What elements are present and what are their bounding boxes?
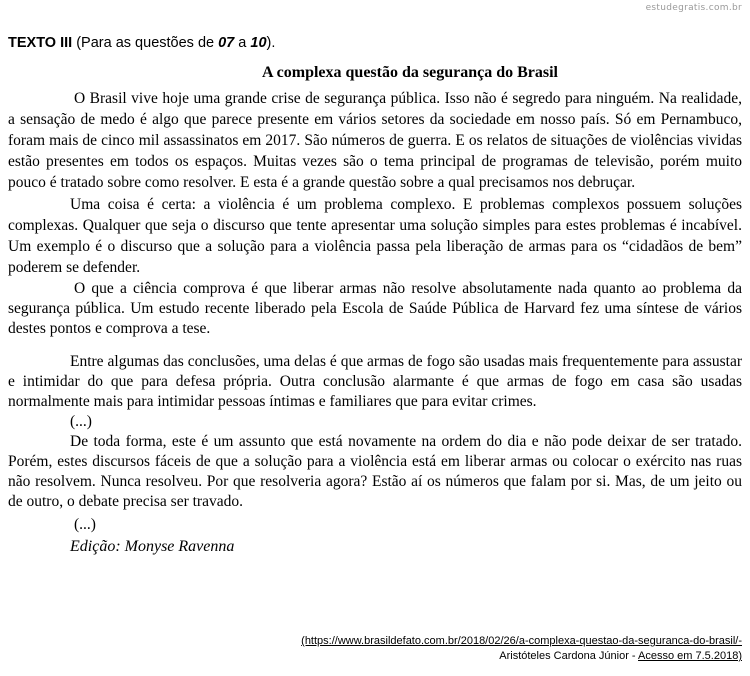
source-citation xyxy=(301,634,742,664)
paragraph-2: Uma coisa é certa: a violência é um problema complexo. E problemas complexos possuem soluções complexas. Qualquer que seja o discurso que tente apresentar uma solução simples para estes problemas é incabível. Um exemplo é o discurso que a solução para a violência passa pela liberação de armas para os “cidadãos de bem” poderem se defender. xyxy=(8,196,742,276)
question-from: 07 xyxy=(218,35,235,51)
omission-marker-1: (...) xyxy=(70,413,92,430)
text-label: TEXTO III xyxy=(8,35,73,51)
paragraph-4: Entre algumas das conclusões, uma delas é que armas de fogo são usadas mais frequentemente para assustar e intimidar do que para defesa própria. Outra conclusão alarmante é que armas de fogo em casa são usadas normalmente mais para intimidar pessoas íntimas e familiares que para evitar crimes. xyxy=(8,353,742,410)
header-close: ). xyxy=(266,35,276,51)
edition-credit: Edição: Monyse Ravenna xyxy=(70,538,235,555)
source-url[interactable]: (https://www.brasildefato.com.br/2018/02/26/a-complexa-questao-da-seguranca-do-brasil/- xyxy=(301,635,742,647)
article-body xyxy=(8,88,742,558)
header-and: a xyxy=(234,35,251,51)
source-author: Aristóteles Cardona Júnior - xyxy=(499,650,639,662)
header-intro: (Para as questões de xyxy=(72,35,219,51)
source-access-date: Acesso em 7.5.2018) xyxy=(638,650,742,662)
omission-marker-2: (...) xyxy=(74,516,96,533)
question-to: 10 xyxy=(250,35,267,51)
paragraph-1: O Brasil vive hoje uma grande crise de segurança pública. Isso não é segredo para ninguém. Na realidade, a sensação de medo é algo que parece presente em vários setores da sociedade em nosso país. Só em Pernambuco, foram mais de cinco mil assassinatos em 2017. São números de guerra. E os relatos de situações de violências vividas estão presentes em todos os espaços. Muitas vezes são o tema principal de programas de televisão, porém muito pouco é tratado sobre como resolver. E esta é a grande questão sobre a qual precisamos nos debruçar. xyxy=(8,90,742,191)
text-header xyxy=(8,35,275,51)
watermark: estudegratis.com.br xyxy=(645,3,742,13)
paragraph-5: De toda forma, este é um assunto que está novamente na ordem do dia e não pode deixar de ser tratado. Porém, estes discursos fáceis de que a solução para a violência está em liberar armas ou colocar o exército nas ruas não resolvem. Nunca resolveu. Por que resolveria agora? Estão aí os números que falam por si. Mas, de um jeito ou de outro, o debate precisa ser travado. xyxy=(8,433,742,510)
paragraph-3: O que a ciência comprova é que liberar armas não resolve absolutamente nada quanto ao problema da segurança pública. Um estudo recente liberado pela Escola de Saúde Pública de Harvard fez uma síntese de vários destes pontos e comprova a tese. xyxy=(8,280,742,337)
article-title: A complexa questão da segurança do Brasil xyxy=(261,64,558,81)
